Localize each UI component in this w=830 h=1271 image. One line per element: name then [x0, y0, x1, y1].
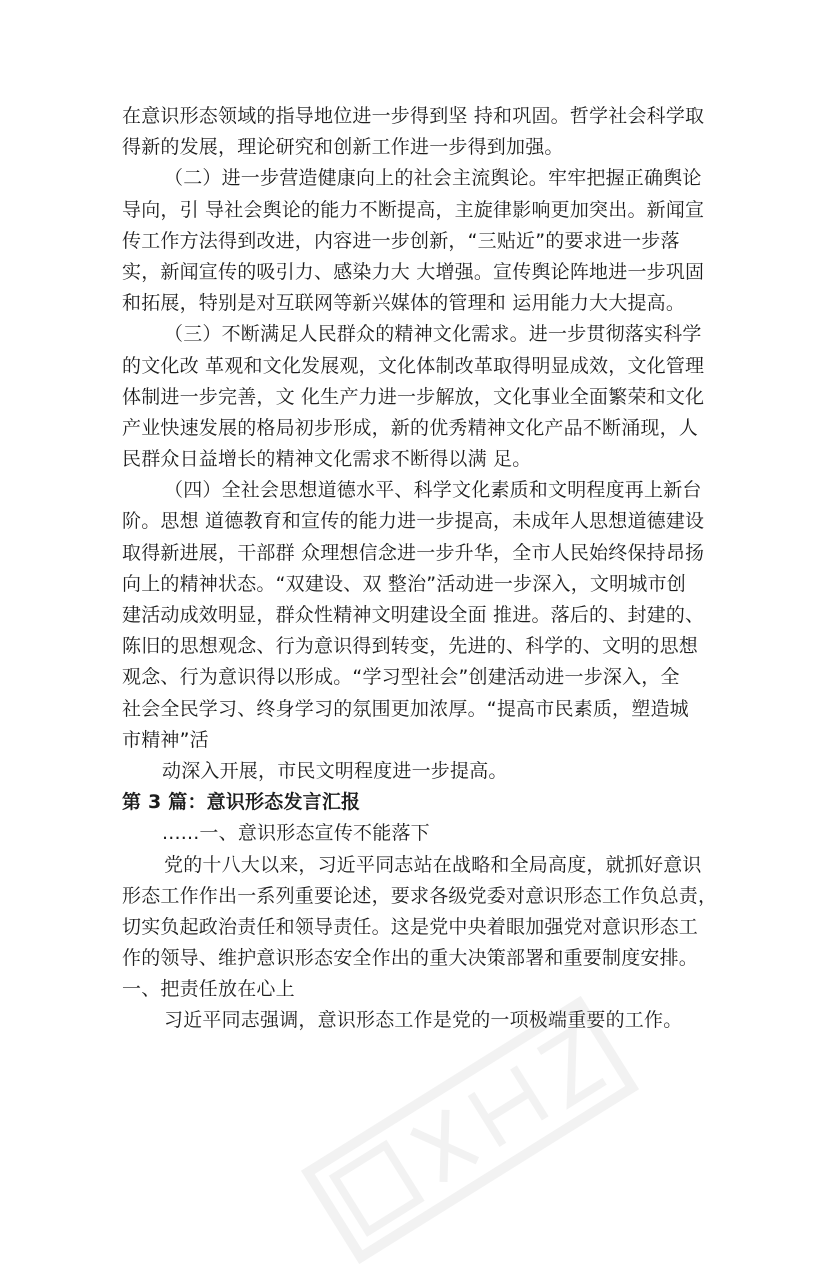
text-line: 观念、行为意识得以形成。“学习型社会”创建活动进一步深入，全 — [122, 666, 680, 689]
text-line: 在意识形态领域的指导地位进一步得到坚 持和巩固。哲学社会科学取 — [122, 105, 705, 127]
text-line: 切实负起政治责任和领导责任。这是党中央着眼加强党对意识形态工 — [122, 915, 699, 938]
text-line: 和拓展，特别是对互联网等新兴媒体的管理和 运用能力大大提高。 — [122, 292, 686, 315]
text-line: 市精神”活 — [122, 728, 209, 751]
document-body — [122, 101, 722, 1037]
text-line: 的文化改 革观和文化发展观，文化体制改革取得明显成效，文化管理 — [122, 354, 705, 377]
text-line: 得新的发展，理论研究和创新工作进一步得到加强。 — [122, 136, 564, 159]
text-line: 实，新闻宣传的吸引力、感染力大 大增强。宣传舆论阵地进一步巩固 — [122, 260, 705, 283]
section-heading: 第 3 篇：意识形态发言汇报 — [122, 791, 361, 814]
subheading: ......一、意识形态宣传不能落下 — [162, 822, 430, 845]
paragraph-start: （二）进一步营造健康向上的社会主流舆论。牢牢把握正确舆论 — [164, 167, 702, 190]
text-line: 陈旧的思想观念、行为意识得到转变，先进的、科学的、文明的思想 — [122, 635, 699, 658]
paragraph-start: 习近平同志强调，意识形态工作是党的一项极端重要的工作。 — [164, 1009, 683, 1032]
text-line: 传工作方法得到改进，内容进一步创新，“三贴近”的要求进一步落 — [122, 229, 680, 252]
subheading: 一、把责任放在心上 — [122, 978, 295, 1001]
text-line: 导向，引 导社会舆论的能力不断提高，主旋律影响更加突出。新闻宣 — [122, 198, 705, 221]
text-line: 形态工作作出一系列重要论述，要求各级党委对意识形态工作负总责， — [122, 884, 718, 907]
text-line: 向上的精神状态。“双建设、双 整治”活动进一步深入，文明城市创 — [122, 572, 686, 595]
text-line: 社会全民学习、终身学习的氛围更加浓厚。“提高市民素质，塑造城 — [122, 697, 689, 720]
paragraph-start: （四）全社会思想道德水平、科学文化素质和文明程度再上新台 — [164, 479, 702, 502]
text-line: 建活动成效明显，群众性精神文明建设全面 推进。落后的、封建的、 — [122, 604, 705, 626]
paragraph-start: 党的十八大以来，习近平同志站在战略和全局高度，就抓好意识 — [164, 853, 702, 876]
text-line: 民群众日益增长的精神文化需求不断得以满 足。 — [122, 448, 532, 471]
text-line: 阶。思想 道德教育和宣传的能力进一步提高，未成年人思想道德建设 — [122, 510, 705, 533]
text-line: 产业快速发展的格局初步形成，新的优秀精神文化产品不断涌现，人 — [122, 416, 699, 439]
paragraph-start: 动深入开展，市民文明程度进一步提高。 — [162, 759, 508, 782]
text-line: 体制进一步完善，文 化生产力进一步解放，文化事业全面繁荣和文化 — [122, 385, 705, 408]
text-line: 取得新进展，干部群 众理想信念进一步升华，全市人民始终保持昂扬 — [122, 541, 705, 564]
paragraph-start: （三）不断满足人民群众的精神文化需求。进一步贯彻落实科学 — [164, 323, 702, 346]
text-line: 作的领导、维护意识形态安全作出的重大决策部署和重要制度安排。 — [122, 947, 699, 970]
